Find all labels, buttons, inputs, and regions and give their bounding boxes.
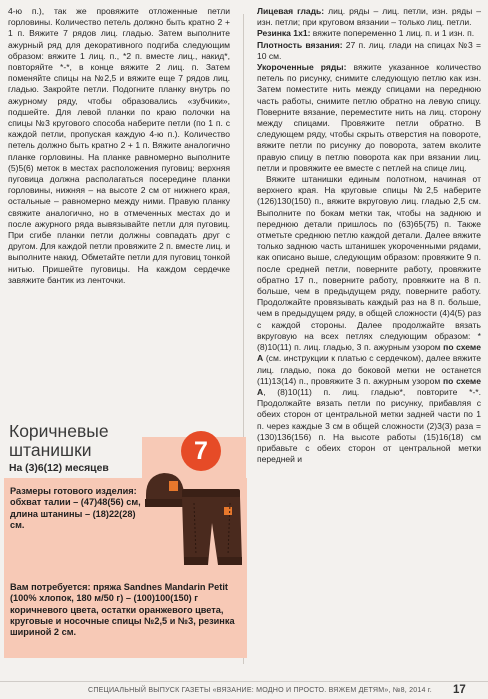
density-definition (257, 40, 481, 62)
section-subtitle: На (3)6(12) месяцев (9, 463, 109, 474)
section-title-line1: Коричневые (9, 421, 109, 441)
left-column (8, 6, 230, 286)
left-paragraph: 4-ю п.), так же провяжите отложенные петли горловины. Количество петель должно быть кратно 2 + 1 п. Вяжите 7 рядов лиц. гладью. Затем выполните ажурный ряд для декоративного подгиба следующим образом: вяжите 1 лиц. п., *2 п. вместе лиц., накид*, повторяйте *-*, в конце вяжите 2 лиц. п. Затем поменяйте спицы на №2,5 и вяжите еще 7 рядов лиц. гладью. Закройте петли. Подогните планку внутрь по ажурному ряду, чтобы образовались «зубчики», подшейте. Для левой планки по краю полочки на спицы №3 кругового способа наберите петли (по 1 п. с каждой петли, пропуская каждую 4-ю п.). Количество петель должно быть кратно 2 + 1 п. Вяжите аналогично планке горловины. На планке равномерно выполните (5)5(6) меток в местах расположения пуговиц: верхняя пуговица должна располагаться посередине планки горловины, нижняя – на высоте 2 см от нижнего края, остальные – равномерно между ними. Правую планку свяжите аналогично, но в отмеченных местах до и после ажурного ряда вывязывайте петли для пуговиц. При сгибе планки петли должны совпадать друг с другом. Для каждой петли провяжите 2 п. вместе лиц. и выполните накид. Обметайте петли для пуговиц тонкой нитью. Пришейте пуговицы. На каждом сердечке завяжите бантик из ленточки. (8, 6, 230, 285)
sizes-text: Размеры готового изделия: обхват талии – (47)48(56) см, длина штанины – (18)22(28) см. (10, 486, 141, 530)
section-title-line2: штанишки (9, 440, 92, 460)
section-title (9, 422, 109, 460)
rib-term: Резинка 1х1: (257, 28, 311, 39)
footer-publication: СПЕЦИАЛЬНЫЙ ВЫПУСК ГАЗЕТЫ «ВЯЗАНИЕ: МОДНО И ПРОСТО. ВЯЖЕМ ДЕТЯМ», №8, 2014 г. (88, 686, 432, 694)
main-instructions: Вяжите штанишки единым полотном, начиная от верхнего края. На круговые спицы №2,5 наберите (126)130(150) п., вяжите вкруговую лиц. гладью 2,5 см. Выполните по бокам метки так, чтобы на заднюю и переднюю детали пришлось по (63)65(75) п. Также отметьте среднюю петлю каждой детали. Далее вяжите только заднюю часть штанишек укороченными рядами, как описано выше, следующим образом: провяжите 9 п. после средней петли, поверните работу, провяжите обратно 17 п., поверните работу, провяжите на 8 п. больше, чем в предыдущем ряду, поверните работу. Продолжайте провязывать каждый раз на 8 п. больше, чем в предыдущем ряду, в общей сложности (4)4(5) раз с каждой стороны. Далее продолжайте вязать вкруговую на всех петлях следующим образом: *(8)10(11) п. лиц. гладью, 3 п. ажурным узором по схеме А (см. инструкции к платью с сердечком), далее вяжите лиц. гладью, пока до боковой метки не останется (11)13(14) п., провяжите 3 п. ажурным узором по схеме А, (8)10(11) п. лиц. гладью*, повторите *-*. Продолжайте вязать петли по рисунку, прибавляя с обеих сторон от центральной метки задней части по 1 п. через каждые 3 см в общей сложности (2)3(3) раза = (130)136(156) п. На высоте работы (15)16(18) см прибавьте с обеих сторон от центральной метки передней и (257, 174, 481, 465)
stockinette-text: лиц. ряды – лиц. петли, изн. ряды – изн. петли; при круговом вязании – только лиц. петли. (257, 6, 481, 28)
stockinette-definition (257, 6, 481, 28)
footer-divider (0, 681, 488, 682)
scheme-reference: по схеме А (257, 375, 481, 397)
scheme-reference: по схеме А (257, 342, 481, 364)
density-term: Плотность вязания: (257, 39, 343, 50)
materials-text: Вам потребуется: пряжа Sandnes Mandarin Petit (100% хлопок, 180 м/50 г) – (100)100(150) г коричневого цвета, остатки оранжевого цвета, круговые и носочные спицы №2,5 и №3, резинка шириной 2 см. (10, 582, 235, 638)
short-rows-term: Укороченные ряды: (257, 62, 347, 73)
rib-text: вяжите попеременно 1 лиц. п. и 1 изн. п. (312, 28, 475, 39)
short-rows-definition (257, 62, 481, 174)
rib-definition (257, 28, 481, 39)
stockinette-term: Лицевая гладь: (257, 6, 325, 16)
page-number: 17 (453, 684, 466, 696)
right-column (257, 6, 481, 465)
pattern-number-badge: 7 (181, 431, 221, 471)
density-text: 27 п. лиц. глади на спицах №3 = 10 см. (257, 39, 481, 61)
short-rows-text: вяжите указанное количество петель по рисунку, снимите следующую петлю как изн. Затем поместите нить между спицами на переднюю часть работы, снимите петлю обратно на левую спицу. Поверните вязание, переместите нить на лиц. сторону между спицами. Провяжите петли обратно. В следующем ряду, чтобы скрыть отверстия на повороте, вяжите петли по рисунку до поворота, затем вколите правую спицу в петлю поворота как при вязании лиц. петли и провяжите ее вместе с петлей на спице лиц. (257, 62, 481, 173)
